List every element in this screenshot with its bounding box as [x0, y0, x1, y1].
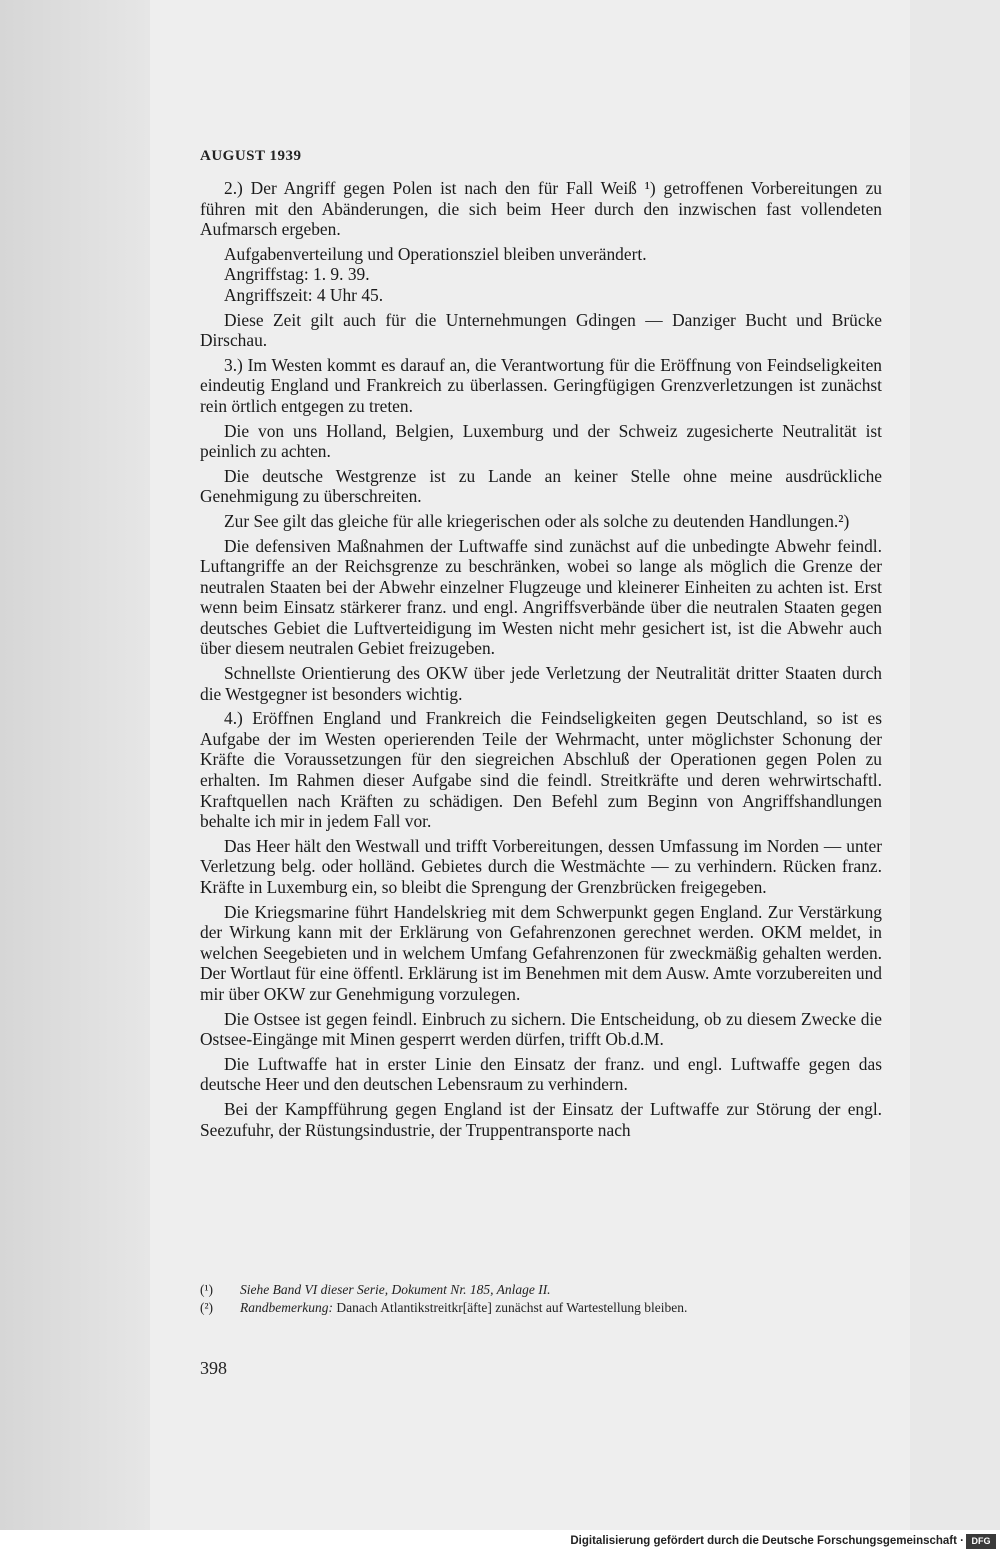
- paragraph: Bei der Kampfführung gegen England ist der Einsatz der Luftwaffe zur Störung der engl. Seezufuhr, der Rüstungsindustrie, der Truppentransporte nach: [200, 1098, 882, 1140]
- running-header: AUGUST 1939: [200, 148, 302, 164]
- paragraph: Die deutsche Westgrenze ist zu Lande an keiner Stelle ohne meine ausdrückliche Genehmigung zu überschreiten.: [200, 465, 882, 507]
- footnote: [200, 1281, 882, 1299]
- paragraph: Angriffstag: 1. 9. 39.: [224, 264, 370, 285]
- footnote-label: Randbemerkung:: [240, 1300, 333, 1315]
- footnote-number: (²): [200, 1300, 214, 1315]
- paragraph: Die von uns Holland, Belgien, Luxemburg und der Schweiz zugesicherte Neutralität ist peinlich zu achten.: [200, 420, 882, 462]
- footnote-number: (¹): [200, 1282, 214, 1297]
- paragraph: Aufgabenverteilung und Operationsziel bleiben unverändert.: [224, 243, 647, 264]
- paragraph: Diese Zeit gilt auch für die Unternehmungen Gdingen — Danziger Bucht und Brücke Dirschau.: [200, 309, 882, 351]
- paragraph: 3.) Im Westen kommt es darauf an, die Verantwortung für die Eröffnung von Feindseligkeiten eindeutig England und Frankreich zu überlassen. Geringfügigen Grenzverletzungen ist zunächst rein örtlich entgegen zu treten.: [200, 354, 882, 416]
- footnote-text: Danach Atlantikstreitkr[äfte] zunächst auf Wartestellung bleiben.: [332, 1300, 688, 1315]
- footnote: [200, 1299, 882, 1317]
- footnote-reference: Siehe Band VI dieser Serie, Dokument Nr. 185, Anlage II.: [240, 1282, 551, 1297]
- paragraph: Schnellste Orientierung des OKW über jede Verletzung der Neutralität dritter Staaten durch die Westgegner ist besonders wichtig.: [200, 663, 882, 704]
- paragraph: Die defensiven Maßnahmen der Luftwaffe sind zunächst auf die unbedingte Abwehr feindl. Luftangriffe an der Reichsgrenze zu beschränken, wobei so lange als möglich die Grenze der neutralen Staaten bei der Abwehr einzelner Flugzeuge und kleinerer Einheiten zu achten ist. Erst wenn beim Einsatz stärkerer franz. und engl. Angriffsverbände über die neutralen Staaten gegen deutsches Gebiet die Luftverteidigung im Westen nicht mehr gesichert ist, ist die Abwehr auch über diesem neutralen Gebiet freizugeben.: [200, 535, 882, 659]
- paragraph: Das Heer hält den Westwall und trifft Vorbereitungen, dessen Umfassung im Norden — unter Verletzung belg. oder holländ. Gebietes durch die Westmächte — zu verhindern. Rücken franz. Kräfte in Luxemburg ein, so bleibt die Sprengung der Grenzbrücken freigegeben.: [200, 835, 882, 897]
- paragraph: Die Ostsee ist gegen feindl. Einbruch zu sichern. Die Entscheidung, ob zu diesem Zwecke die Ostsee-Eingänge mit Minen gesperrt werden dürfen, trifft Ob.d.M.: [200, 1008, 882, 1050]
- gutter-shadow: [0, 0, 150, 1530]
- paragraph: Die Luftwaffe hat in erster Linie den Einsatz der franz. und engl. Luftwaffe gegen das deutsche Heer und den deutschen Lebensraum zu verhindern.: [200, 1053, 882, 1095]
- dfg-logo-icon: DFG: [966, 1534, 996, 1549]
- paragraph: 2.) Der Angriff gegen Polen ist nach den für Fall Weiß ¹) getroffenen Vorbereitungen zu führen mit den Abänderungen, die sich beim Heer durch den inzwischen fast vollendeten Aufmarsch ergeben.: [200, 178, 882, 240]
- paragraph: Angriffszeit: 4 Uhr 45.: [224, 284, 384, 305]
- paragraph: Zur See gilt das gleiche für alle kriegerischen oder als solche zu deutenden Handlungen.²): [224, 510, 850, 531]
- paragraph: 4.) Eröffnen England und Frankreich die Feindseligkeiten gegen Deutschland, so ist es Aufgabe der im Westen operierenden Teile der Wehrmacht, unter möglichster Schonung der Kräfte die Voraussetzungen für den siegreichen Abschluß der Operationen gegen Polen zu erhalten. Im Rahmen dieser Aufgabe sind die feindl. Streitkräfte und deren wehrwirtschaftl. Kraftquellen nach Kräften zu schädigen. Den Befehl zum Beginn von Angriffshandlungen behalte ich mir in jedem Fall vor.: [200, 708, 882, 832]
- page-number: 398: [200, 1358, 227, 1378]
- credit-bar: [0, 1530, 1000, 1554]
- paragraph: Die Kriegsmarine führt Handelskrieg mit dem Schwerpunkt gegen England. Zur Verstärkung der Wirkung kann mit der Erklärung von Gefahrenzonen gerechnet werden. OKM meldet, in welchen Seegebieten und in welchem Umfang Gefahrenzonen für zweckmäßig gehalten werden. Der Wortlaut für eine öffentl. Erklärung ist im Benehmen mit dem Ausw. Amte vorzubereiten und mir über OKW zur Genehmigung vorzulegen.: [200, 901, 882, 1004]
- footnotes: [200, 1281, 882, 1317]
- funding-credit: Digitalisierung gefördert durch die Deutsche Forschungsgemeinschaft ·: [570, 1535, 964, 1547]
- document-body: [200, 178, 882, 1144]
